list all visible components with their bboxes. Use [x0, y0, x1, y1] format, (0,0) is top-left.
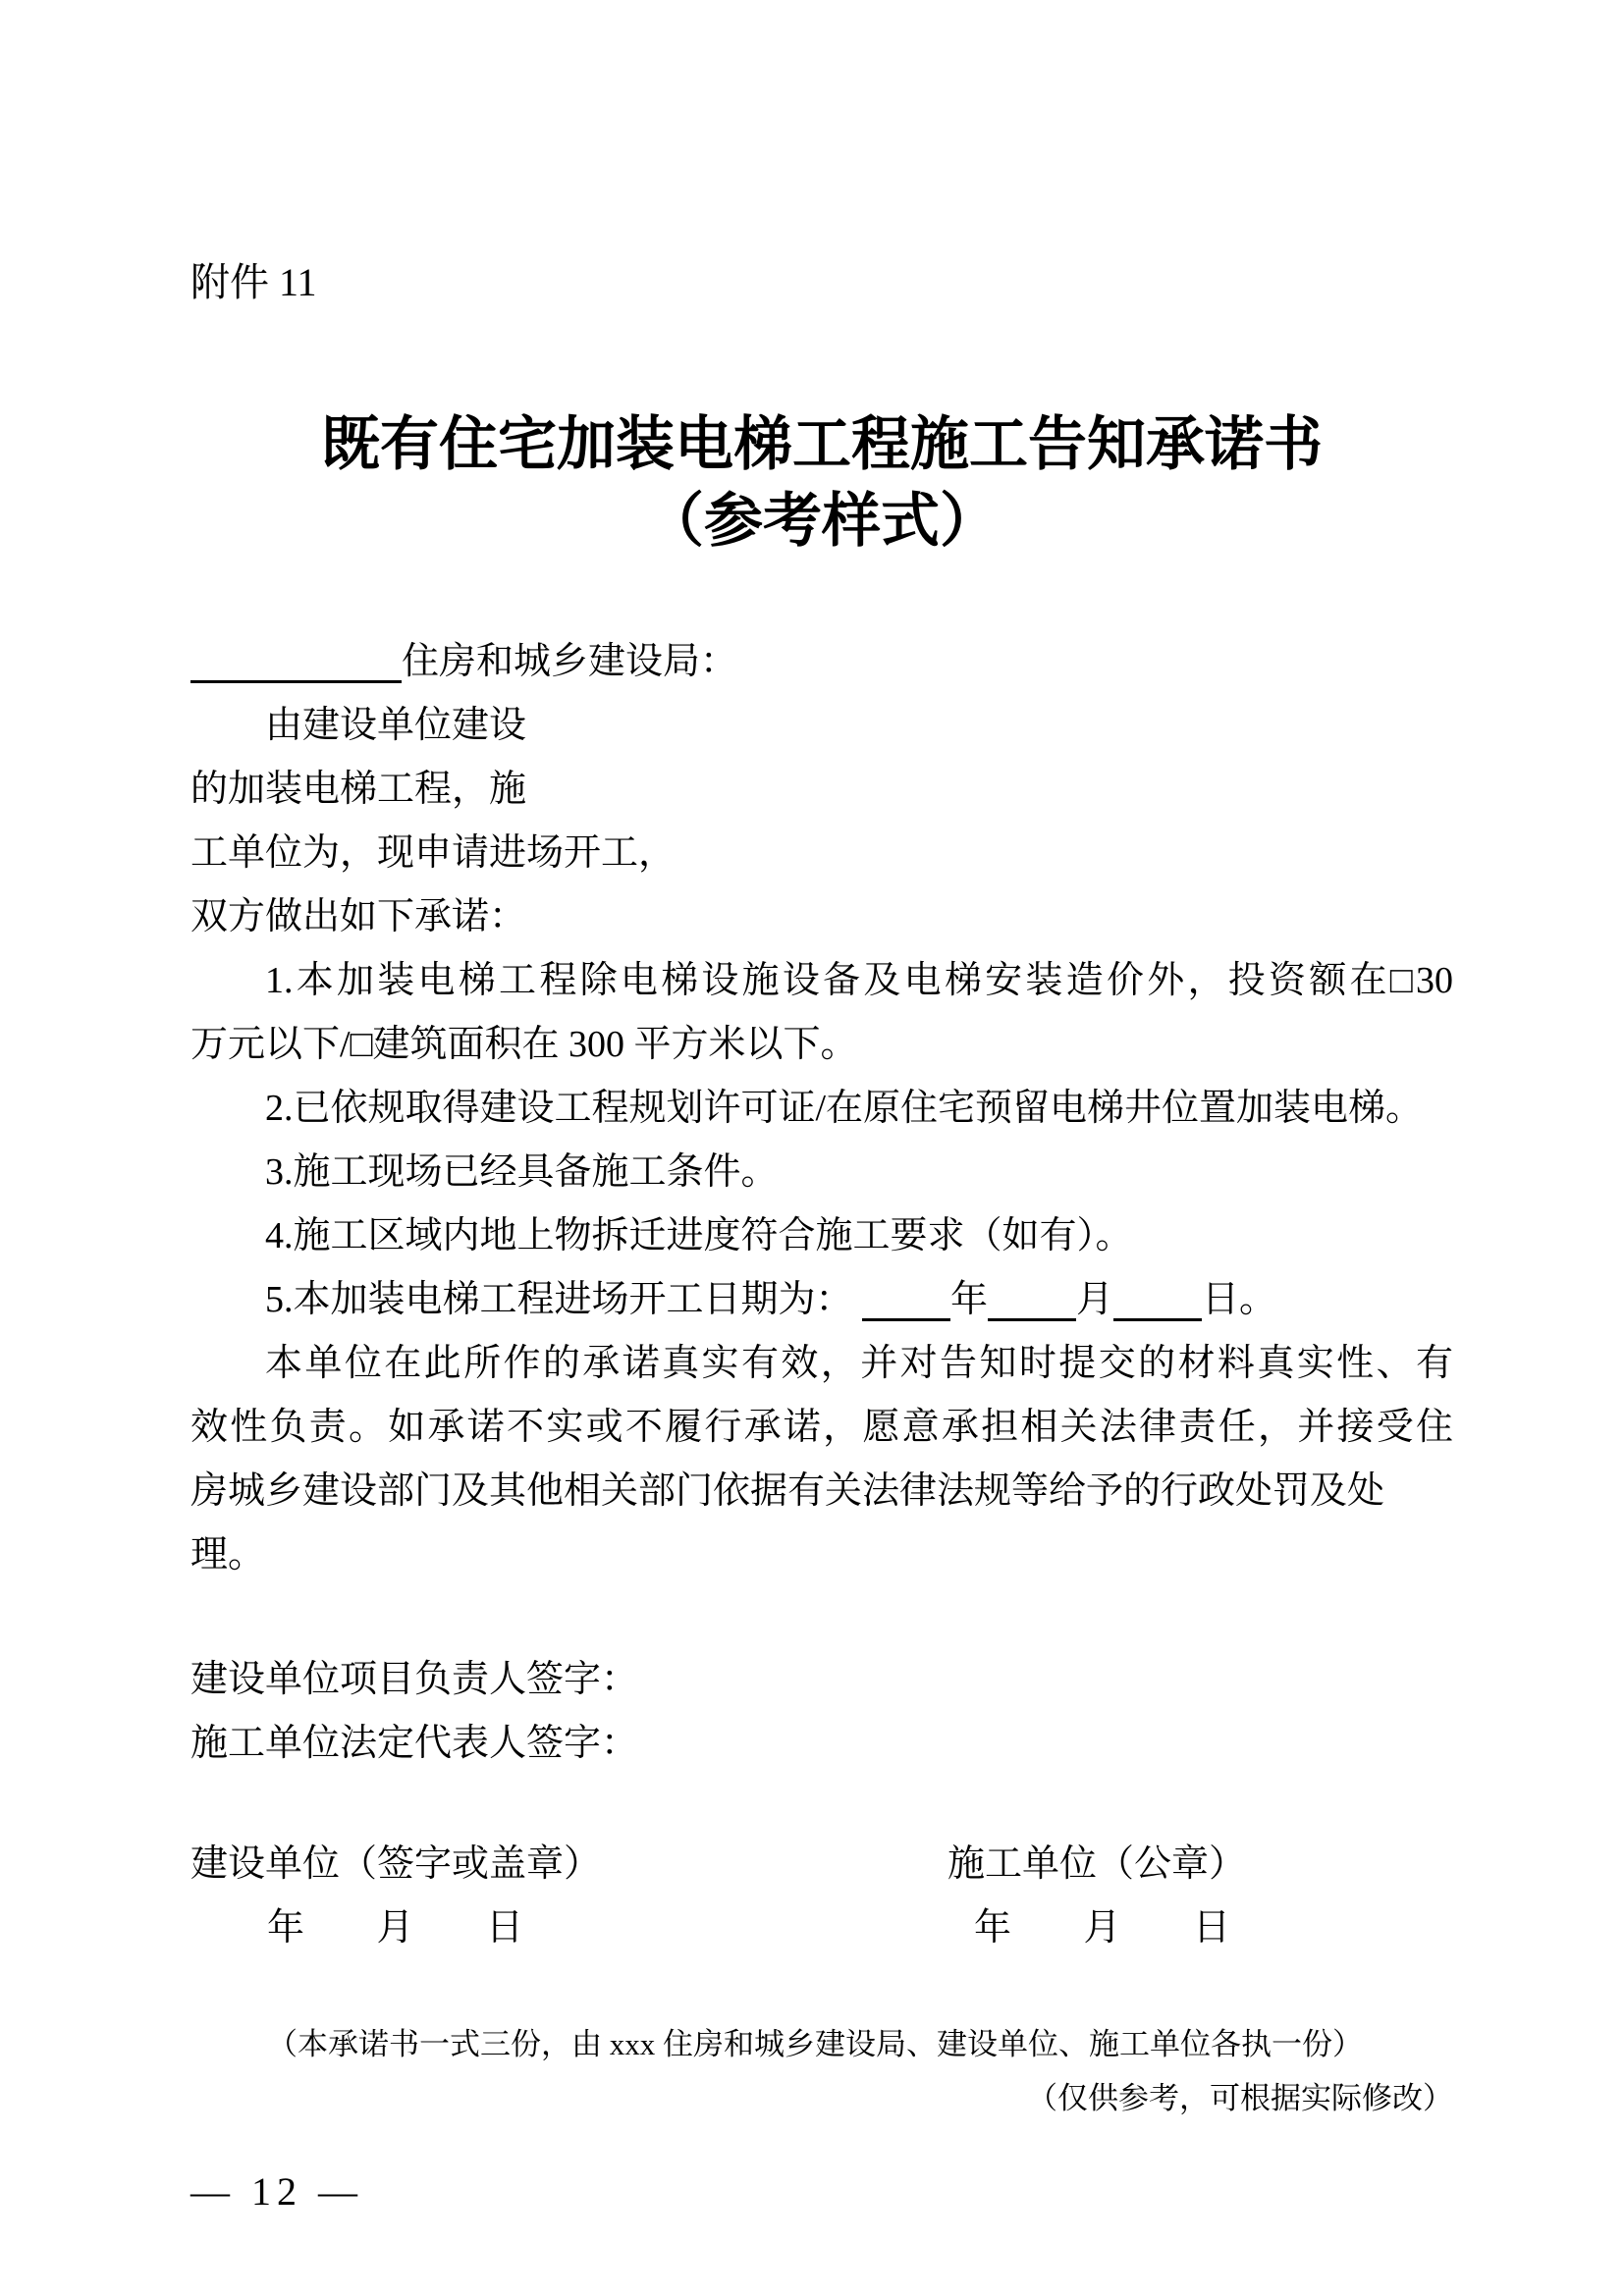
contractor-lead-text: 工单位为: [190, 832, 341, 874]
builder-date-line: [190, 1896, 947, 1960]
closing-paragraph-line-2: 效性负责。如承诺不实或不履行承诺，愿意承担相关法律责任，并接受住: [190, 1407, 1453, 1448]
document-subtitle: （参考样式）: [645, 489, 999, 554]
salutation-blank: [190, 630, 402, 683]
contractor-tail-text: ，现申请进场开工，: [340, 832, 677, 874]
builder-lead-text: 由建设单位: [265, 705, 453, 746]
contractor-date-line: [947, 1896, 1453, 1960]
copies-footnote: （本承诺书一式三份，由 xxx 住房和城乡建设局、建设单位、施工单位各执一份）: [267, 2027, 1363, 2061]
salutation-text: 住房和城乡建设局：: [402, 641, 738, 682]
contractor-representative-signature-label: 施工单位法定代表人签字：: [190, 1723, 639, 1764]
builder-day-label: 日: [486, 1907, 524, 1949]
commitment-item-2: 2.已依规取得建设工程规划许可证/在原住宅预留电梯井位置加装电梯。: [265, 1088, 1424, 1129]
commitment-item-3: 3.施工现场已经具备施工条件。: [265, 1151, 779, 1193]
reference-note: （仅供参考，可根据实际修改）: [1027, 2081, 1453, 2115]
builder-year-label: 年: [267, 1907, 305, 1949]
contractor-day-label: 日: [1193, 1907, 1231, 1949]
month-label: 月: [1076, 1279, 1114, 1320]
body-line-commitment-intro: 双方做出如下承诺：: [190, 896, 527, 937]
day-label: 日。: [1202, 1279, 1277, 1320]
start-month-blank: [988, 1268, 1076, 1321]
document-body: [190, 630, 1453, 1587]
start-year-blank: [862, 1268, 950, 1321]
commitment-item-4: 4.施工区域内地上物拆迁进度符合施工要求（如有）。: [265, 1215, 1133, 1256]
date-row: [190, 1896, 1453, 1960]
closing-paragraph-line-3: 房城乡建设部门及其他相关部门依据有关法律法规等给予的行政处罚及处理。: [190, 1470, 1385, 1575]
year-label: 年: [950, 1279, 989, 1320]
project-tail-text: 加装电梯工程，施: [228, 769, 527, 810]
commitment-item-1-line-1: 1.本加装电梯工程除电梯设施设备及电梯安装造价外，投资额在□30: [265, 960, 1453, 1001]
item-5-lead-text: 5.本加装电梯工程进场开工日期为：: [265, 1279, 863, 1320]
page-number: — 12 —: [190, 2169, 363, 2214]
closing-paragraph-line-1: 本单位在此所作的承诺真实有效，并对告知时提交的材料真实性、有: [265, 1343, 1453, 1384]
document-title: 既有住宅加装电梯工程施工告知承诺书: [321, 412, 1323, 477]
builder-month-label: 月: [376, 1907, 414, 1949]
builder-tail-text: 建设: [452, 705, 527, 746]
builder-stamp-label: 建设单位（签字或盖章）: [190, 1843, 602, 1885]
salutation-line: [190, 630, 1453, 694]
contractor-stamp-label: 施工单位（公章）: [947, 1843, 1247, 1885]
start-day-blank: [1113, 1268, 1202, 1321]
commitment-item-5: [190, 1268, 1453, 1332]
stamp-row: [190, 1833, 1453, 1896]
signature-block: [190, 1648, 1453, 1776]
attachment-label: 附件 11: [190, 260, 317, 304]
body-line-builder: [190, 694, 1453, 758]
builder-manager-signature-label: 建设单位项目负责人签字：: [190, 1659, 639, 1700]
project-lead-text: 的: [190, 769, 229, 810]
contractor-month-label: 月: [1083, 1907, 1121, 1949]
document-title-block: [190, 406, 1453, 560]
body-line-contractor: [190, 822, 1453, 885]
contractor-year-label: 年: [974, 1907, 1012, 1949]
commitment-item-1-line-2: 万元以下/□建筑面积在 300 平方米以下。: [190, 1024, 858, 1065]
body-line-project: [190, 758, 1453, 822]
paragraph-indent: [190, 694, 265, 758]
